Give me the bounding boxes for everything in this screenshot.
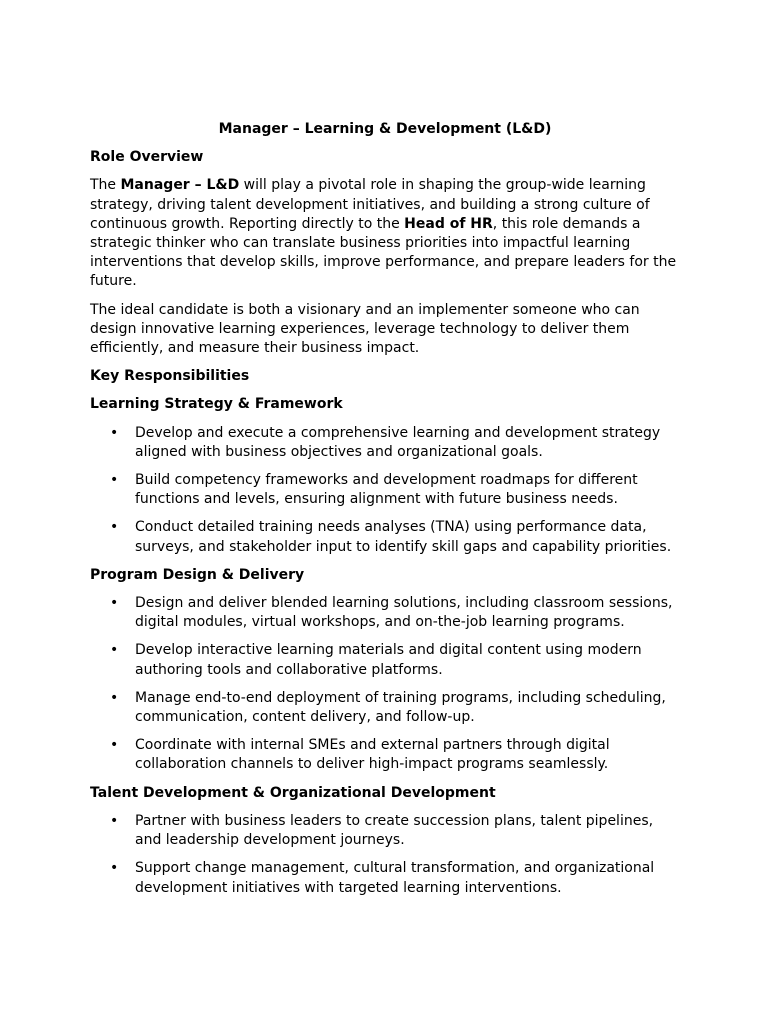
- text-run: The: [90, 177, 121, 194]
- bullet-icon: •: [110, 812, 119, 829]
- list-item: [90, 736, 680, 774]
- key-responsibilities-heading: Key Responsibilities: [90, 368, 250, 385]
- bullet-icon: •: [110, 424, 119, 441]
- list-item: [90, 594, 680, 632]
- bullet-icon: •: [110, 860, 119, 877]
- list-item-text: Support change management, cultural transformation, and organizational development initiatives with targeted learning interventions.: [135, 860, 655, 896]
- bullet-icon: •: [110, 472, 119, 489]
- section-heading-talent-development: Talent Development & Organizational Development: [90, 784, 496, 801]
- list-item: [90, 689, 680, 727]
- role-overview-paragraph-1: [90, 176, 680, 291]
- list-item: [90, 859, 680, 897]
- list-item-text: Develop interactive learning materials and digital content using modern authoring tools and collaborative platforms.: [135, 642, 642, 678]
- text-run: , this role demands a strategic thinker who can translate business priorities into impactful learning interventions that develop skills, improve performance, and prepare leaders for the future.: [90, 215, 677, 290]
- list-item: [90, 424, 680, 462]
- bold-reporting-line: Head of HR: [404, 215, 493, 232]
- section-heading-learning-strategy: Learning Strategy & Framework: [90, 396, 343, 413]
- list-item-text: Develop and execute a comprehensive learning and development strategy aligned with business objectives and organizational goals.: [135, 424, 661, 460]
- bold-role-title: Manager – L&D: [120, 177, 240, 194]
- role-overview-heading: Role Overview: [90, 149, 204, 166]
- bullet-icon: •: [110, 519, 119, 536]
- list-item-text: Manage end-to-end deployment of training programs, including scheduling, communication, content delivery, and follow-up.: [135, 689, 666, 726]
- document-title: Manager – Learning & Development (L&D): [218, 121, 552, 137]
- bullet-icon: •: [110, 689, 119, 706]
- list-item-text: Conduct detailed training needs analyses (TNA) using performance data, surveys, and stakeholder input to identify skill gaps and capability priorities.: [135, 519, 672, 555]
- section-heading-program-design: Program Design & Delivery: [90, 566, 305, 583]
- role-overview-paragraph-2: The ideal candidate is both a visionary and an implementer someone who can design innovative learning experiences, leverage technology to deliver them efficiently, and measure their business impact.: [90, 301, 640, 357]
- bullet-icon: •: [110, 737, 119, 754]
- bullet-list-program-design: [90, 594, 680, 775]
- list-item: [90, 641, 680, 679]
- list-item: [90, 471, 680, 509]
- list-item-text: Partner with business leaders to create succession plans, talent pipelines, and leadership development journeys.: [135, 812, 654, 849]
- bullet-list-talent-development: [90, 812, 680, 898]
- list-item-text: Coordinate with internal SMEs and external partners through digital collaboration channels to deliver high-impact programs seamlessly.: [135, 737, 610, 773]
- bullet-icon: •: [110, 642, 119, 659]
- list-item-text: Design and deliver blended learning solutions, including classroom sessions, digital modules, virtual workshops, and on-the-job learning programs.: [135, 595, 673, 631]
- bullet-icon: •: [110, 595, 119, 612]
- list-item: [90, 518, 680, 556]
- document-page: [90, 120, 680, 907]
- text-run: will play a pivotal role in shaping the group-wide learning strategy, driving talent development initiatives, and building a strong culture of continuous growth. Reporting directly to the: [90, 177, 650, 232]
- bullet-list-learning-strategy: [90, 424, 680, 557]
- list-item-text: Build competency frameworks and development roadmaps for different functions and levels, ensuring alignment with future business needs.: [135, 472, 638, 508]
- list-item: [90, 812, 680, 850]
